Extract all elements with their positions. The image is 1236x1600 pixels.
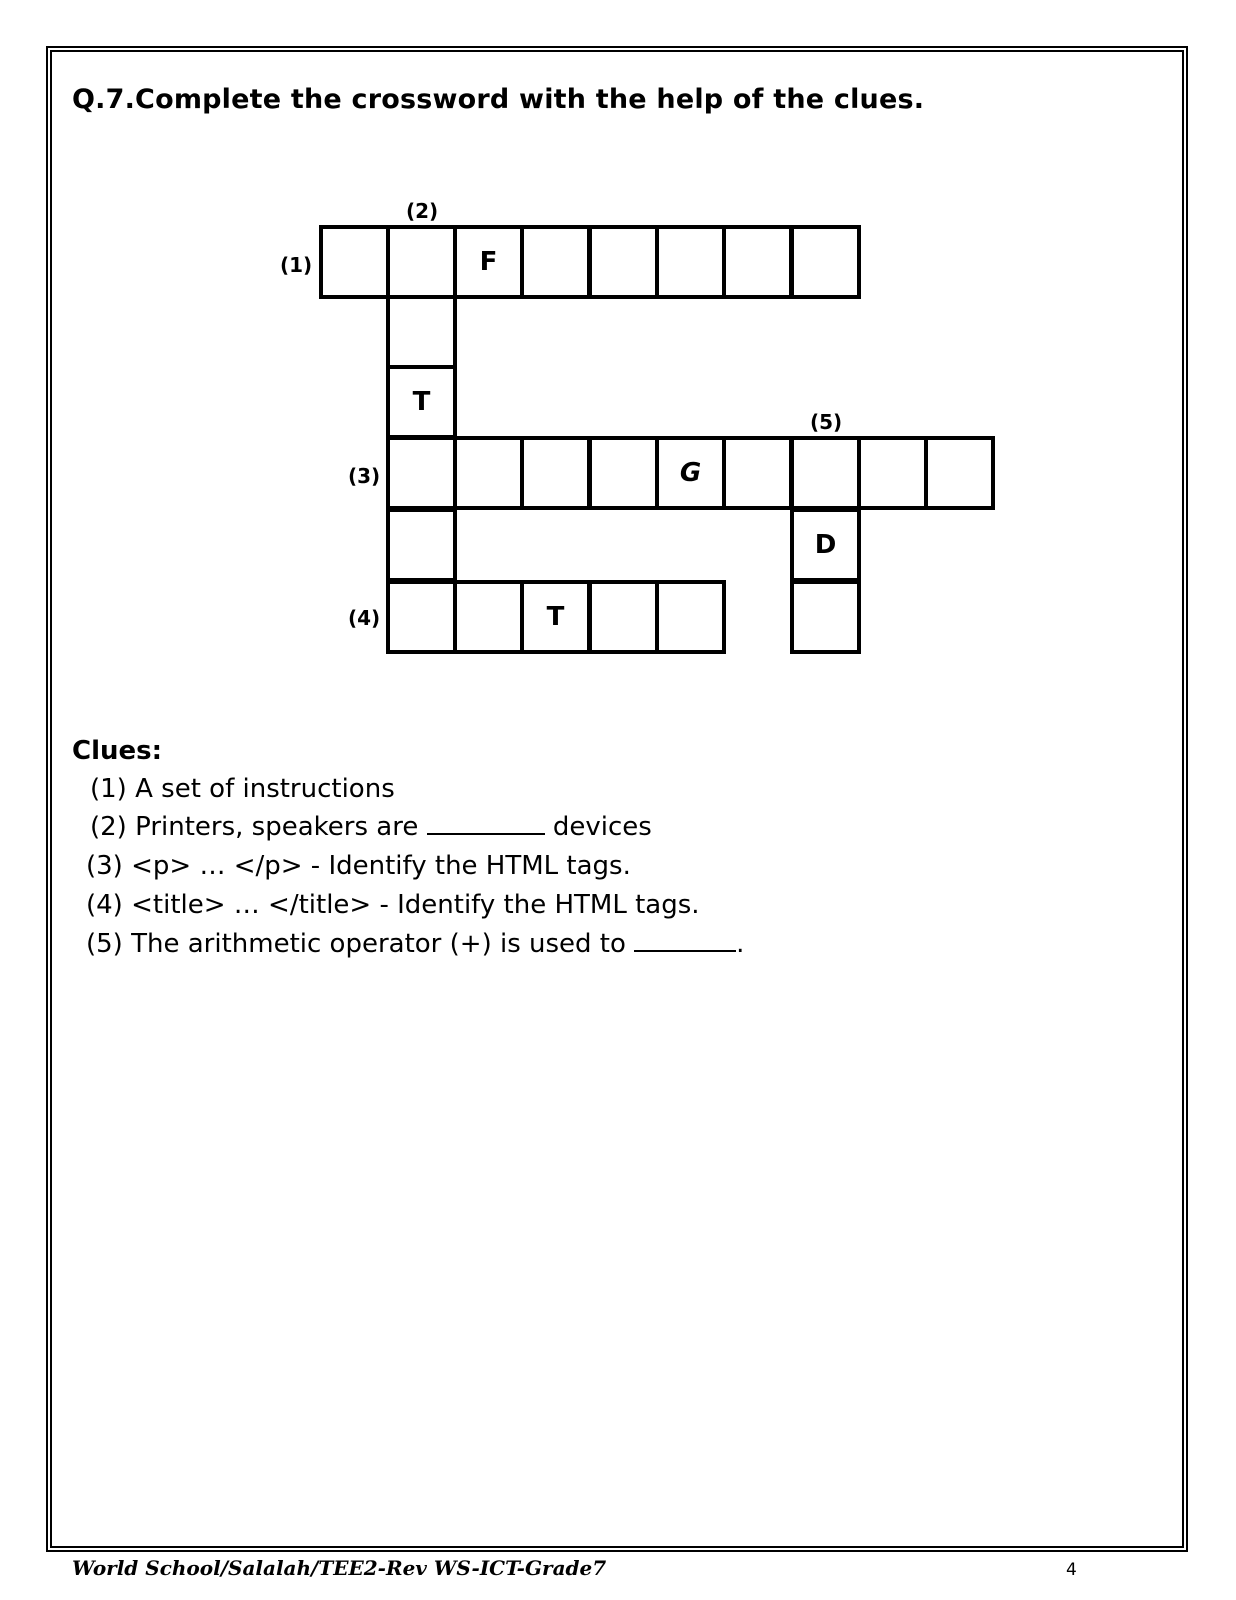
clue-number-5: (5) (810, 410, 843, 434)
crossword-cell[interactable] (924, 436, 995, 510)
clues-heading: Clues: (72, 736, 163, 766)
crossword-cell-given: T (386, 365, 457, 439)
clue-item-1 (90, 774, 395, 804)
clue-item-2 (90, 812, 652, 842)
crossword-cell[interactable] (588, 580, 659, 654)
crossword-cell[interactable] (655, 580, 726, 654)
clue-text: A set of instructions (135, 774, 395, 804)
clue-item-3 (86, 851, 631, 881)
crossword-cell[interactable] (453, 580, 524, 654)
answer-blank[interactable] (634, 949, 736, 952)
crossword-cell[interactable] (790, 580, 861, 654)
crossword-cell-given: G (655, 436, 726, 510)
crossword-cell[interactable] (722, 436, 793, 510)
crossword-cell[interactable] (386, 225, 457, 299)
clue-number-4: (4) (348, 606, 381, 630)
crossword-cell-given: D (790, 508, 861, 582)
clue-number: (3) (86, 851, 123, 881)
crossword-cell[interactable] (386, 295, 457, 369)
crossword-cell[interactable] (588, 436, 659, 510)
crossword-cell[interactable] (520, 225, 591, 299)
clue-number: (5) (86, 929, 123, 959)
crossword-cell[interactable] (520, 436, 591, 510)
clue-number-3: (3) (348, 464, 381, 488)
clue-number-2: (2) (406, 199, 439, 223)
clue-text: <title> … </title> - Identify the HTML tags. (131, 890, 700, 920)
clue-number: (1) (90, 774, 127, 804)
crossword-cell-given: F (453, 225, 524, 299)
clue-text: Printers, speakers are (135, 812, 427, 842)
question-heading: Q.7.Complete the crossword with the help of the clues. (72, 84, 925, 115)
crossword-cell[interactable] (655, 225, 726, 299)
clue-text-after: devices (544, 812, 652, 842)
clue-number: (4) (86, 890, 123, 920)
crossword-cell[interactable] (319, 225, 390, 299)
crossword-cell-given: T (520, 580, 591, 654)
crossword-cell[interactable] (453, 436, 524, 510)
crossword-cell[interactable] (722, 225, 793, 299)
clue-item-5 (86, 929, 744, 959)
footer-school-info: World School/Salalah/TEE2-Rev WS-ICT-Grade7 (72, 1556, 607, 1580)
clue-number-1: (1) (280, 253, 313, 277)
clue-text: The arithmetic operator (+) is used to (131, 929, 635, 959)
crossword-cell[interactable] (588, 225, 659, 299)
answer-blank[interactable] (427, 832, 545, 835)
clue-text: <p> … </p> - Identify the HTML tags. (131, 851, 631, 881)
crossword-cell[interactable] (386, 580, 457, 654)
crossword-cell[interactable] (790, 436, 861, 510)
crossword-cell[interactable] (790, 225, 861, 299)
crossword-cell[interactable] (386, 436, 457, 510)
clue-number: (2) (90, 812, 127, 842)
crossword-cell[interactable] (386, 508, 457, 582)
clue-item-4 (86, 890, 700, 920)
clue-text-after: . (736, 929, 745, 959)
crossword-cell[interactable] (857, 436, 928, 510)
page-number: 4 (1066, 1560, 1077, 1580)
